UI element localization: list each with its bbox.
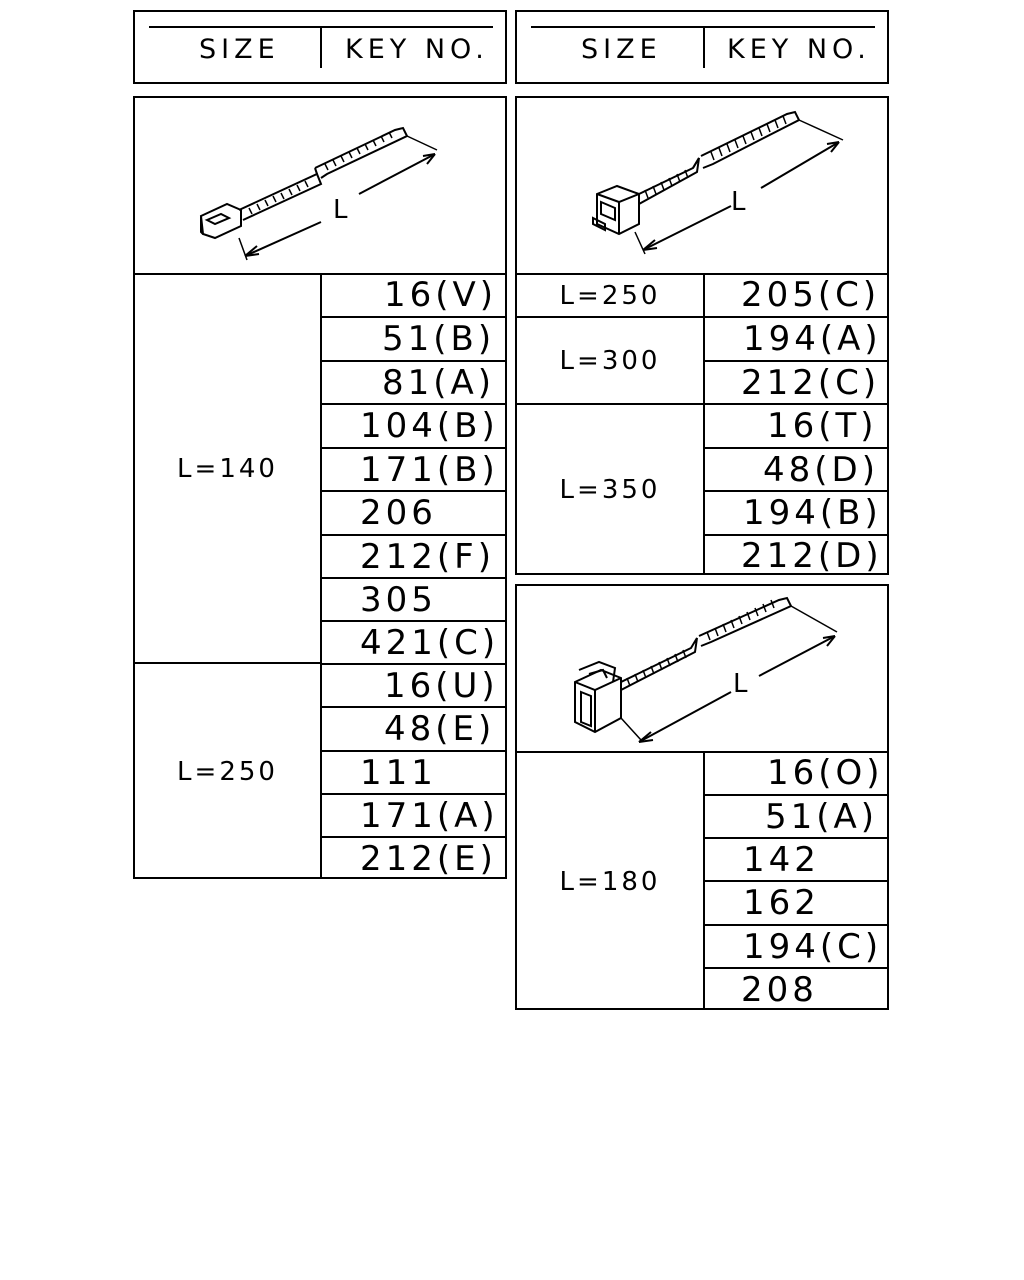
key-number-cell: 212(E) [322, 836, 505, 879]
key-number-cell: 421(C) [322, 620, 505, 663]
key-number-cell: 212(C) [705, 360, 887, 404]
cable-tie-illustration [517, 586, 887, 751]
key-number-cell: 194(C) [705, 924, 887, 968]
key-number-cell: 212(F) [322, 534, 505, 578]
key-number-cell: 142 [705, 837, 887, 881]
key-number-cell: 162 [705, 880, 887, 924]
key-number-cell: 171(B) [322, 447, 505, 491]
size-cell: L=180 [559, 866, 661, 897]
key-number-cell: 48(E) [322, 706, 505, 750]
key-number-cell: 48(D) [705, 447, 887, 491]
left-table [133, 96, 507, 879]
key-number-cell: 16(O) [767, 753, 884, 793]
key-number-cell: 111 [322, 750, 505, 794]
key-number-cell: 171(A) [322, 793, 505, 837]
size-cell: L=250 [177, 756, 278, 787]
key-number-cell: 212(D) [705, 534, 887, 575]
size-cell: L=350 [559, 475, 661, 505]
key-number-cell: 208 [705, 967, 887, 1010]
key-number-cell: 194(A) [705, 316, 887, 360]
size-cell: L=250 [559, 280, 661, 311]
key-number-cell: 81(A) [322, 360, 505, 404]
dimension-label: L [733, 669, 748, 699]
right-top-table [515, 96, 889, 575]
key-number-cell: 205(C) [741, 275, 881, 315]
size-column-header: SIZE [199, 34, 280, 65]
key-number-cell: 206 [322, 490, 505, 534]
key-number-cell: 51(B) [322, 316, 505, 360]
dimension-label: L [333, 195, 348, 225]
size-cell: L=140 [177, 453, 278, 484]
key-no-column-header: KEY NO. [345, 34, 489, 65]
key-number-cell: 51(A) [705, 794, 887, 838]
key-number-cell: 305 [322, 577, 505, 621]
size-cell: L=300 [559, 345, 661, 376]
cable-tie-illustration [135, 98, 505, 273]
left-header [133, 10, 507, 84]
right-header [515, 10, 889, 84]
key-no-column-header: KEY NO. [727, 34, 871, 65]
key-number-cell: 16(V) [384, 275, 498, 315]
key-number-cell: 104(B) [322, 403, 505, 447]
key-number-cell: 194(B) [705, 490, 887, 534]
size-column-header: SIZE [581, 34, 662, 65]
key-number-cell: 16(T) [705, 403, 887, 447]
dimension-label: L [731, 187, 746, 217]
right-bottom-table [515, 584, 889, 1010]
key-number-cell: 16(U) [322, 663, 505, 707]
header-divider [703, 28, 705, 68]
cable-tie-illustration [517, 98, 887, 273]
header-divider [320, 28, 322, 68]
